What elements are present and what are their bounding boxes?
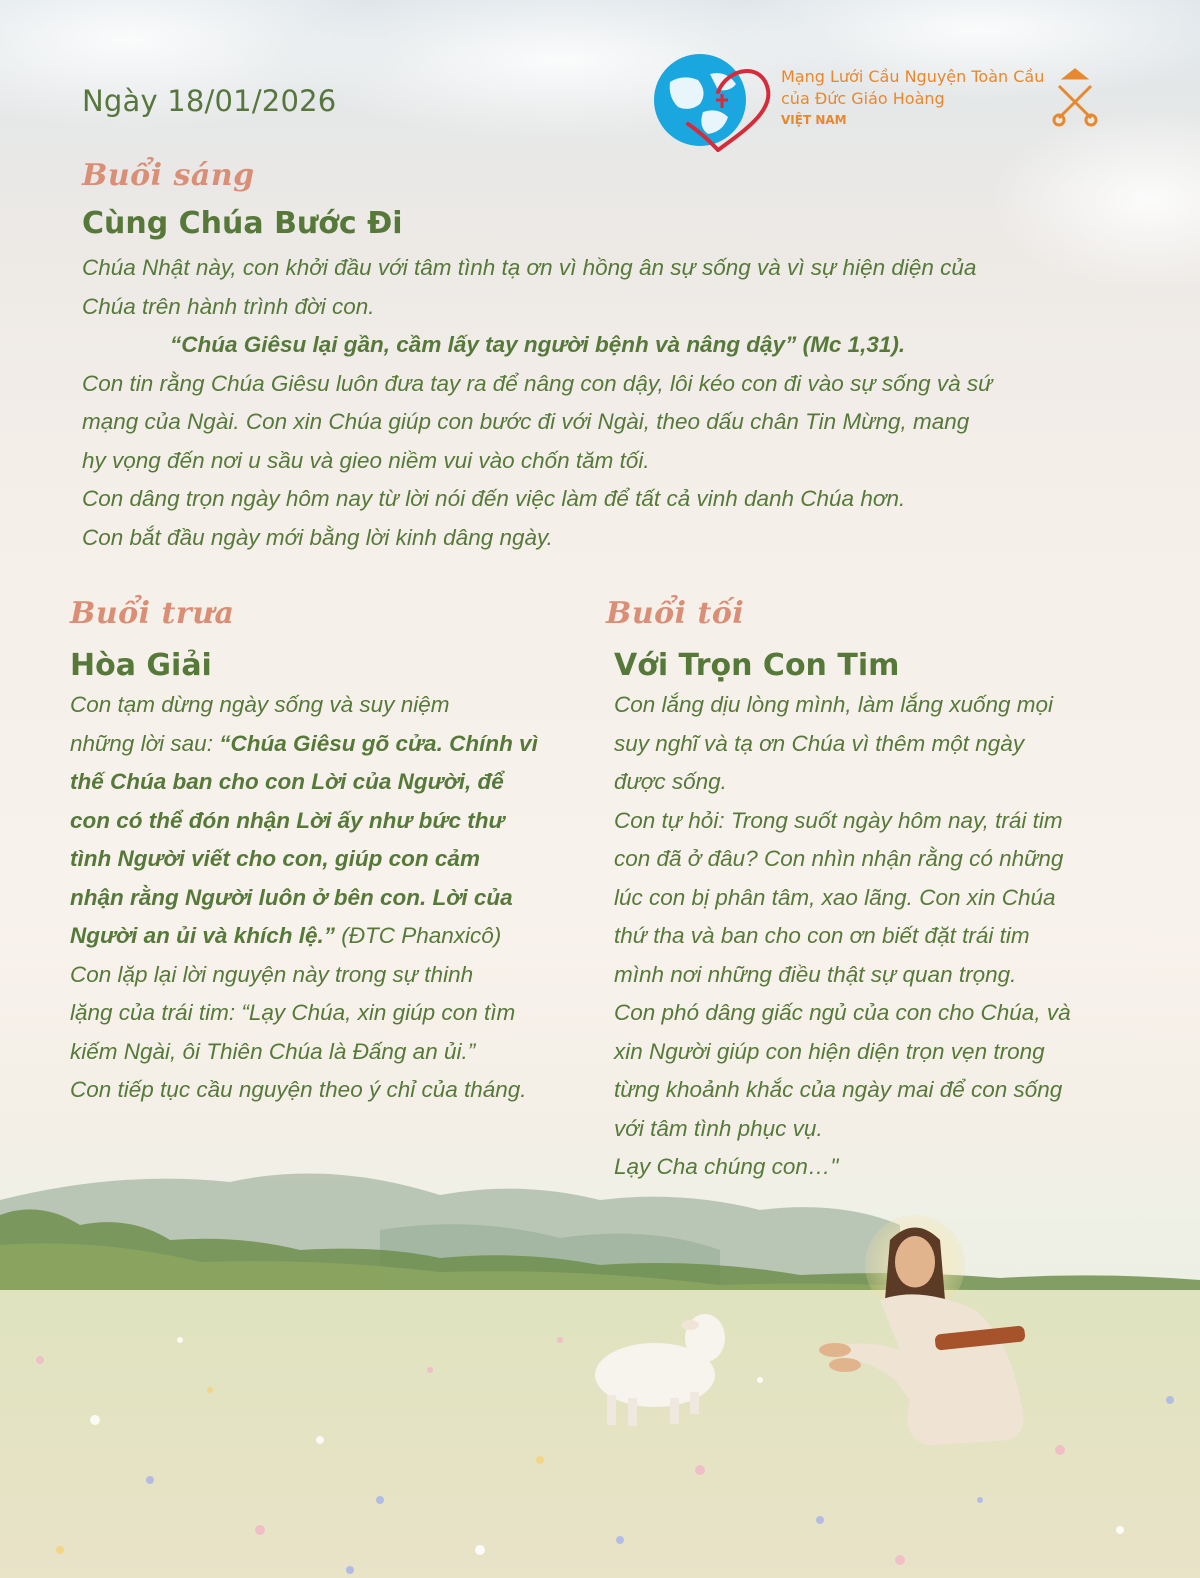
morning-paragraph-2-line-1: Con tin rằng Chúa Giêsu luôn đưa tay ra để nâng con dậy, lôi kéo con đi vào sự sống và sứ <box>82 370 993 396</box>
morning-paragraph-2-line-3: hy vọng đến nơi u sầu và gieo niềm vui vào chốn tăm tối. <box>82 447 650 473</box>
morning-scripture-quote: “Chúa Giêsu lại gần, cầm lấy tay người bệnh và nâng dậy” (Mc 1,31). <box>170 332 906 357</box>
evening-line: Con phó dâng giấc ngủ của con cho Chúa, và <box>614 1000 1071 1025</box>
noon-quote-line: tình Người viết cho con, giúp con cảm <box>70 846 480 871</box>
evening-line: lúc con bị phân tâm, xao lãng. Con xin Chúa <box>614 884 1056 910</box>
noon-body <box>70 686 580 1110</box>
morning-label: Buổi sáng <box>82 158 255 193</box>
evening-body <box>614 686 1114 1187</box>
morning-title: Cùng Chúa Bước Đi <box>82 206 403 241</box>
globe-heart-logo-icon <box>654 54 768 150</box>
evening-line: Con tự hỏi: Trong suốt ngày hôm nay, trái tim <box>614 807 1063 833</box>
organization-line-1: Mạng Lưới Cầu Nguyện Toàn Cầu <box>781 67 1045 86</box>
evening-line: được sống. <box>614 769 727 794</box>
evening-line: Con lắng dịu lòng mình, làm lắng xuống mọi <box>614 692 1054 717</box>
morning-paragraph-1-line-2: Chúa trên hành trình đời con. <box>82 293 375 319</box>
noon-quote-end: Người an ủi và khích lệ.” <box>70 923 335 948</box>
organization-line-2: của Đức Giáo Hoàng <box>781 89 945 108</box>
evening-line: Lạy Cha chúng con…" <box>614 1154 839 1179</box>
noon-label: Buổi trưa <box>70 596 235 631</box>
evening-title: Với Trọn Con Tim <box>614 648 900 683</box>
noon-quote-line: thế Chúa ban cho con Lời của Người, để <box>70 769 504 794</box>
noon-quote-line: con có thể đón nhận Lời ấy như bức thư <box>70 807 505 833</box>
noon-line-intro: những lời sau: <box>70 730 213 756</box>
noon-quote-line: nhận rằng Người luôn ở bên con. Lời của <box>70 884 513 910</box>
noon-line: Con tạm dừng ngày sống và suy niệm <box>70 692 450 717</box>
noon-line: Con tiếp tục cầu nguyện theo ý chỉ của tháng. <box>70 1077 527 1102</box>
noon-line: lặng của trái tim: “Lạy Chúa, xin giúp con tìm <box>70 1000 516 1025</box>
noon-line <box>70 725 580 764</box>
date-heading: Ngày 18/01/2026 <box>82 84 337 118</box>
noon-quote-attribution: (ĐTC Phanxicô) <box>341 923 502 948</box>
morning-body <box>82 249 1122 557</box>
morning-paragraph-3: Con dâng trọn ngày hôm nay từ lời nói đến việc làm để tất cả vinh danh Chúa hơn. <box>82 486 906 511</box>
morning-paragraph-2-line-2: mạng của Ngài. Con xin Chúa giúp con bước đi với Ngài, theo dấu chân Tin Mừng, mang <box>82 409 970 434</box>
evening-line: mình nơi những điều thật sự quan trọng. <box>614 961 1017 987</box>
noon-line: Con lặp lại lời nguyện này trong sự thinh <box>70 961 474 987</box>
organization-name <box>781 66 1044 130</box>
noon-line <box>70 917 580 956</box>
noon-line: kiếm Ngài, ôi Thiên Chúa là Đấng an ủi.” <box>70 1038 476 1064</box>
noon-title: Hòa Giải <box>70 648 212 683</box>
noon-quote-start: “Chúa Giêsu gõ cửa. Chính vì <box>219 730 538 756</box>
evening-line: con đã ở đâu? Con nhìn nhận rằng có những <box>614 846 1064 871</box>
morning-paragraph-1-line-1: Chúa Nhật này, con khởi đầu với tâm tình tạ ơn vì hồng ân sự sống và vì sự hiện diện của <box>82 255 977 280</box>
papal-keys-icon <box>1054 70 1096 125</box>
evening-line: thứ tha và ban cho con ơn biết đặt trái tim <box>614 923 1030 948</box>
evening-label: Buổi tối <box>606 596 745 631</box>
evening-line: xin Người giúp con hiện diện trọn vẹn trong <box>614 1038 1045 1064</box>
organization-country: VIỆT NAM <box>781 113 847 127</box>
evening-line: từng khoảnh khắc của ngày mai để con sống <box>614 1077 1063 1102</box>
morning-paragraph-4: Con bắt đầu ngày mới bằng lời kinh dâng ngày. <box>82 524 553 550</box>
evening-line: suy nghĩ và tạ ơn Chúa vì thêm một ngày <box>614 730 1025 756</box>
evening-line: với tâm tình phục vụ. <box>614 1115 823 1141</box>
